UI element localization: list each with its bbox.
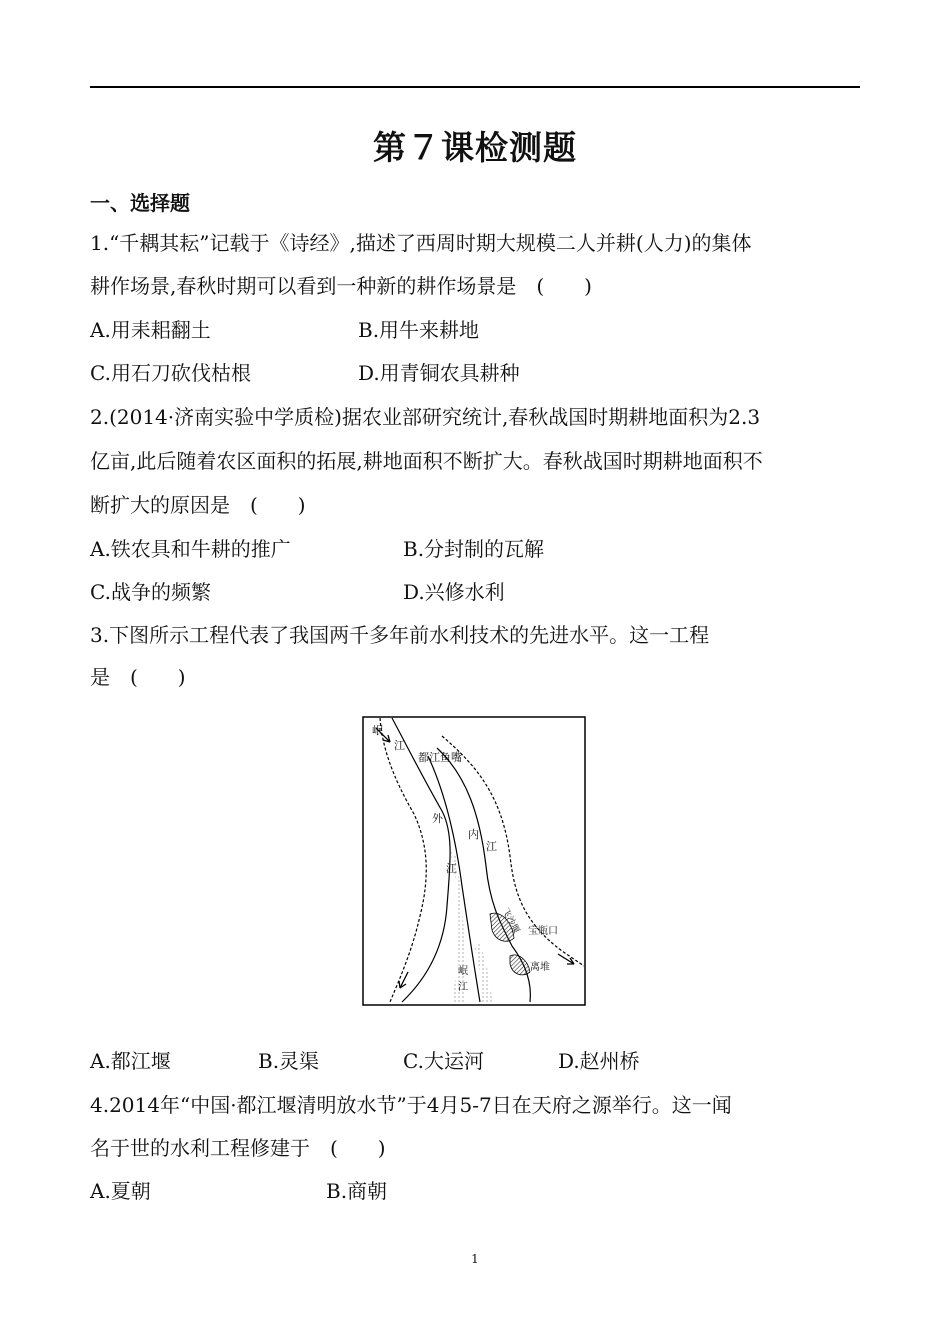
map-label-min2: 岷 — [458, 966, 468, 977]
page-title: 第７课检测题 — [373, 128, 577, 167]
q2-line-3: 断扩大的原因是 ( ) — [90, 493, 306, 517]
q1-line-2: 耕作场景,春秋时期可以看到一种新的耕作场景是 ( ) — [90, 274, 592, 298]
q4-line-1: 4.2014年“中国·都江堰清明放水节”于4月5-7日在天府之源举行。这一闻 — [90, 1093, 732, 1117]
q2-option-d[interactable]: D.兴修水利 — [403, 580, 505, 604]
q1-line-1: 1.“千耦其耘”记载于《诗经》,描述了西周时期大规模二人并耕(人力)的集体 — [90, 231, 752, 255]
header-rule — [90, 86, 860, 88]
q3-option-b[interactable]: B.灵渠 — [258, 1049, 320, 1073]
map-label-wai: 外 — [432, 812, 443, 825]
q1-option-d[interactable]: D.用青铜农具耕种 — [358, 361, 520, 385]
dujiangyan-map — [362, 716, 586, 1006]
q2-option-c[interactable]: C.战争的频繁 — [90, 580, 211, 604]
q2-line-2: 亿亩,此后随着农区面积的拓展,耕地面积不断扩大。春秋战国时期耕地面积不 — [90, 449, 763, 473]
map-label-jiang2: 江 — [458, 982, 468, 993]
map-label-nei: 内 — [468, 828, 479, 841]
q1-option-b[interactable]: B.用牛来耕地 — [358, 318, 480, 342]
map-label-feisha: 飞沙堰 — [499, 906, 521, 936]
map-label-neijiang: 江 — [486, 840, 497, 853]
map-label-yuzui: 都江鱼嘴 — [418, 751, 462, 764]
section-title: 一、选择题 — [90, 191, 190, 215]
q3-option-d[interactable]: D.赵州桥 — [558, 1049, 640, 1073]
q4-option-b[interactable]: B.商朝 — [326, 1179, 388, 1203]
map-label-lidui: 离堆 — [530, 962, 550, 973]
q3-option-c[interactable]: C.大运河 — [403, 1049, 484, 1073]
q3-line-2: 是 ( ) — [90, 665, 186, 689]
q2-option-b[interactable]: B.分封制的瓦解 — [403, 537, 545, 561]
map-label-waijiang: 江 — [446, 862, 457, 875]
q3-option-a[interactable]: A.都江堰 — [90, 1049, 171, 1073]
map-label-jiang1: 江 — [394, 739, 405, 752]
q2-option-a[interactable]: A.铁农具和牛耕的推广 — [90, 537, 291, 561]
map-label-baoping: 宝瓶口 — [528, 926, 558, 937]
q2-line-1: 2.(2014·济南实验中学质检)据农业部研究统计,春秋战国时期耕地面积为2.3 — [90, 405, 761, 429]
q3-line-1: 3.下图所示工程代表了我国两千多年前水利技术的先进水平。这一工程 — [90, 623, 710, 647]
page-number: 1 — [471, 1252, 479, 1266]
q4-line-2: 名于世的水利工程修建于 ( ) — [90, 1136, 386, 1160]
q1-option-c[interactable]: C.用石刀砍伐枯根 — [90, 361, 251, 385]
map-label-min1: 岷 — [372, 724, 383, 737]
q1-option-a[interactable]: A.用耒耜翻土 — [90, 318, 211, 342]
q4-option-a[interactable]: A.夏朝 — [90, 1179, 151, 1203]
